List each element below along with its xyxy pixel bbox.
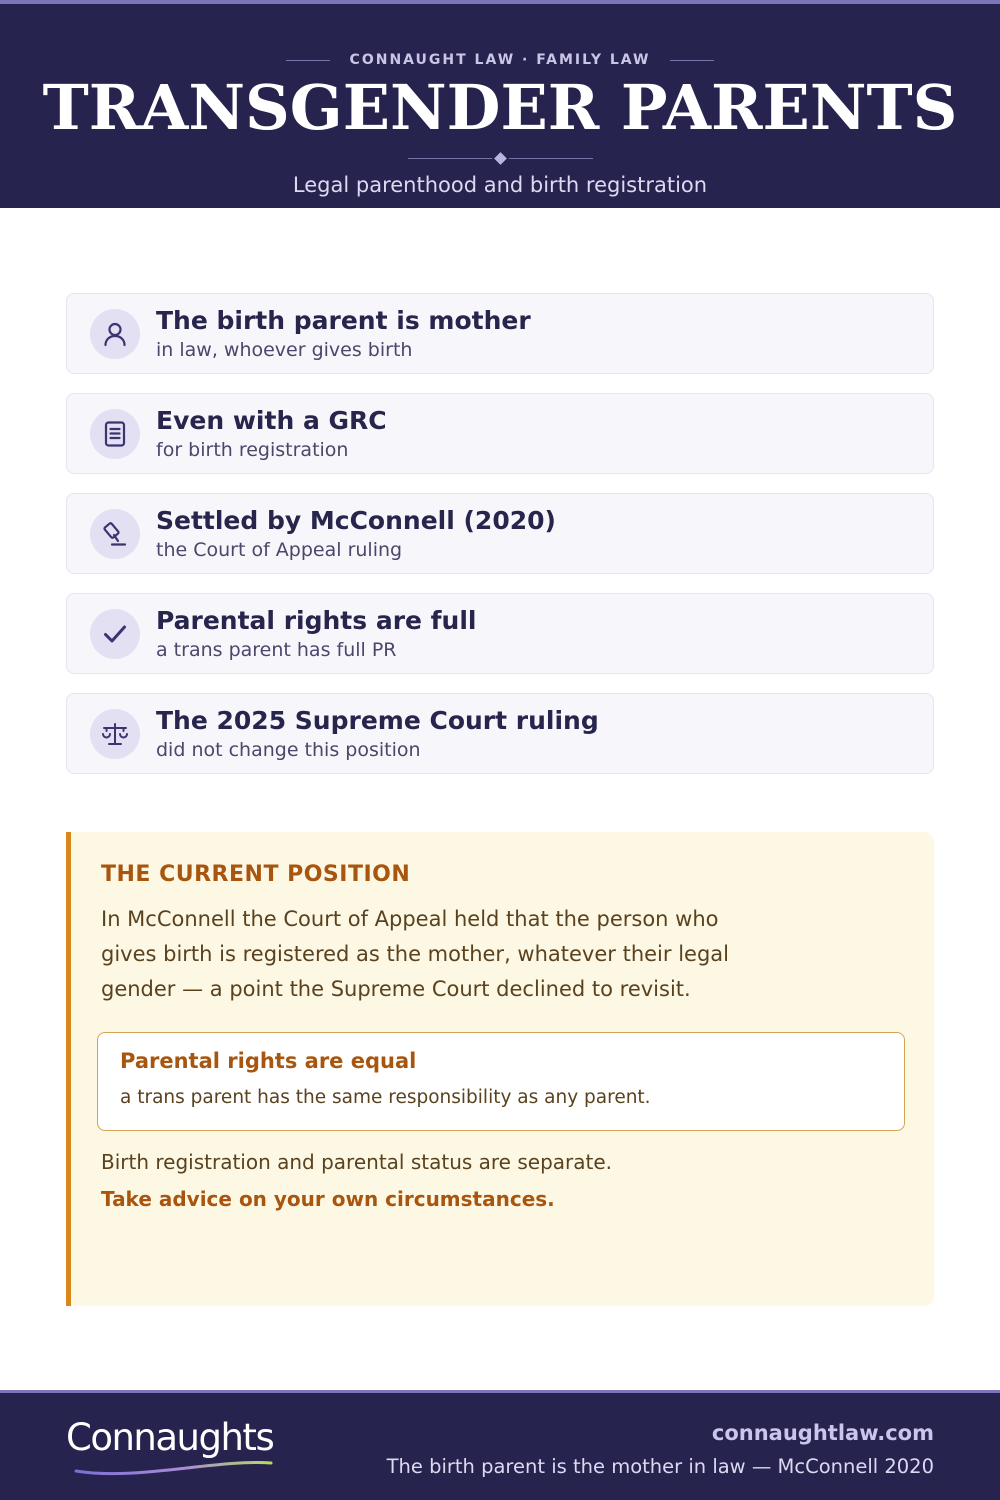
checkmark-icon bbox=[90, 609, 140, 659]
key-point-subtitle: for birth registration bbox=[156, 439, 349, 461]
logo-wordmark: Connaughts bbox=[66, 1416, 274, 1459]
advice-cta: Take advice on your own circumstances. bbox=[101, 1187, 555, 1211]
section-heading: THE CURRENT POSITION bbox=[101, 862, 411, 887]
scales-icon bbox=[90, 709, 140, 759]
key-points-list bbox=[66, 293, 934, 793]
key-point-title: Settled by McConnell (2020) bbox=[156, 506, 556, 535]
key-point-subtitle: in law, whoever gives birth bbox=[156, 339, 413, 361]
eyebrow-rule-right bbox=[670, 60, 714, 61]
key-point-title: The 2025 Supreme Court ruling bbox=[156, 706, 599, 735]
callout-title: Parental rights are equal bbox=[120, 1049, 417, 1073]
header-banner bbox=[0, 0, 1000, 208]
current-position-panel bbox=[66, 832, 934, 1306]
divider-rule-right bbox=[509, 158, 593, 159]
key-point-subtitle: a trans parent has full PR bbox=[156, 639, 397, 661]
page-subtitle: Legal parenthood and birth registration bbox=[292, 173, 708, 197]
position-note: Birth registration and parental status are separate. bbox=[101, 1150, 613, 1174]
footer-tagline: The birth parent is the mother in law — McConnell 2020 bbox=[386, 1455, 934, 1478]
diamond-icon bbox=[494, 152, 507, 165]
document-icon bbox=[90, 409, 140, 459]
gavel-icon bbox=[90, 509, 140, 559]
key-point-subtitle: did not change this position bbox=[156, 739, 421, 761]
key-point-subtitle: the Court of Appeal ruling bbox=[156, 539, 403, 561]
brand-logo bbox=[66, 1415, 286, 1485]
person-icon bbox=[90, 309, 140, 359]
page-title: TRANSGENDER PARENTS bbox=[42, 71, 958, 144]
key-point-title: Parental rights are full bbox=[156, 606, 477, 635]
key-point-card bbox=[66, 493, 934, 574]
website-link[interactable]: connaughtlaw.com bbox=[711, 1421, 934, 1445]
divider-rule-left bbox=[408, 158, 492, 159]
footer bbox=[0, 1390, 1000, 1500]
key-point-title: Even with a GRC bbox=[156, 406, 387, 435]
eyebrow-text: CONNAUGHT LAW · FAMILY LAW bbox=[349, 52, 651, 68]
key-point-title: The birth parent is mother bbox=[156, 306, 531, 335]
eyebrow-rule-left bbox=[286, 60, 330, 61]
position-body-text: In McConnell the Court of Appeal held that the person who gives birth is registered as the mother, whatever their legal gender — a point the Supreme Court declined to revisit. bbox=[101, 907, 729, 1001]
key-point-card bbox=[66, 693, 934, 774]
key-point-card bbox=[66, 593, 934, 674]
title-divider bbox=[0, 150, 1000, 166]
logo-swoosh-icon bbox=[66, 1461, 286, 1481]
callout-text: a trans parent has the same responsibility as any parent. bbox=[120, 1087, 651, 1108]
eyebrow-row bbox=[0, 48, 1000, 72]
key-point-card bbox=[66, 393, 934, 474]
callout-box bbox=[97, 1032, 905, 1131]
key-point-card bbox=[66, 293, 934, 374]
